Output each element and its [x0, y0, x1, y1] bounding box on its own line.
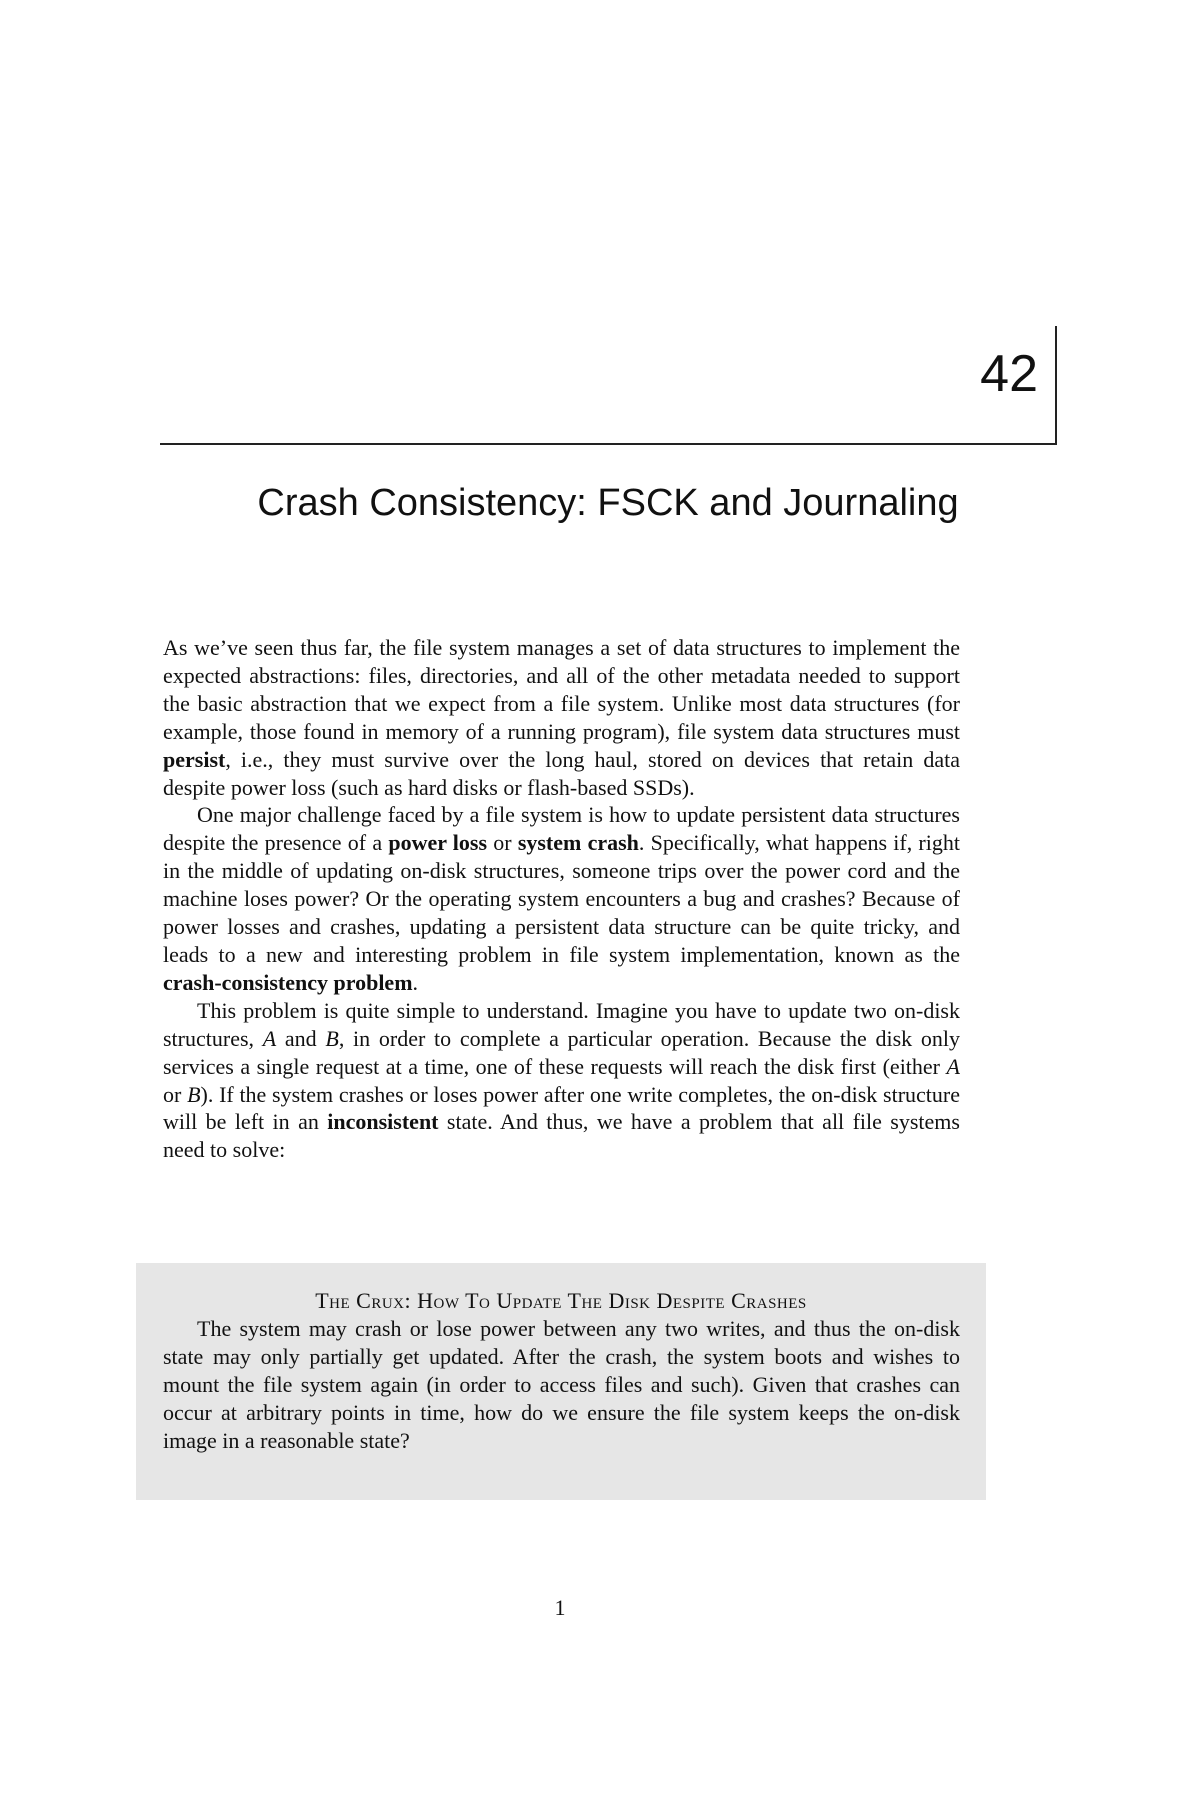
- paragraph-2-text-4: .: [412, 969, 419, 995]
- paragraph-3-text-5: ). If the system crashes or loses power after one write completes, the on-disk structure will be left in an: [163, 1081, 960, 1135]
- paragraph-3: [163, 997, 960, 1164]
- term-inconsistent: inconsistent: [327, 1109, 439, 1135]
- paragraph-1: [163, 634, 960, 801]
- paragraph-2-text-1: One major challenge faced by a file system is how to update persistent data structures despite the presence of a: [163, 802, 960, 856]
- paragraph-2-text-2: or: [487, 830, 518, 856]
- term-persist: persist: [163, 746, 226, 772]
- paragraph-3-text-1: This problem is quite simple to understand. Imagine you have to update two on-disk structures,: [163, 997, 960, 1051]
- var-a-2: A: [946, 1053, 960, 1079]
- chapter-number: 42: [980, 345, 1038, 403]
- var-b: B: [325, 1025, 339, 1051]
- crux-heading: The Crux: How To Update The Disk Despite Crashes: [315, 1288, 807, 1313]
- term-crash-consistency-problem: crash-consistency problem: [163, 969, 413, 995]
- chapter-title: Crash Consistency: FSCK and Journaling: [257, 482, 959, 524]
- paragraph-3-text-3: , in order to complete a particular operation. Because the disk only services a single request at a time, one of these requests will reach the disk first (either: [163, 1025, 961, 1079]
- crux-body: The system may crash or lose power between any two writes, and thus the on-disk state may only partially get updated. After the crash, the system boots and wishes to mount the file system again (in order to access files and such). Given that crashes can occur at arbitrary points in time, how do we ensure the file system keeps the on-disk image in a reasonable state?: [163, 1316, 960, 1453]
- paragraph-3-text-4: or: [163, 1081, 188, 1107]
- term-system-crash: system crash: [517, 830, 639, 856]
- var-a: A: [262, 1025, 277, 1051]
- var-b-2: B: [187, 1081, 201, 1107]
- chapter-rule: [160, 443, 1056, 445]
- paragraph-3-text-6: state. And thus, we have a problem that all file systems need to solve:: [163, 1109, 960, 1163]
- page-number: 1: [554, 1595, 566, 1620]
- paragraph-2: [163, 801, 960, 996]
- chapter-number-bar: [1055, 326, 1057, 445]
- crux-box: [136, 1263, 986, 1500]
- paragraph-3-text-2: and: [276, 1025, 326, 1051]
- body-text: [163, 634, 960, 1164]
- paragraph-2-text-3: . Specifically, what happens if, right in the middle of updating on-disk structures, someone trips over the power cord and the machine loses power? Or the operating system encounters a bug and crashes? Because of power losses and crashes, updating a persistent data structure can be quite tricky, and leads to a new and interesting problem in file system implementation, known as the: [163, 830, 960, 967]
- crux-body-container: [163, 1315, 960, 1455]
- paragraph-1-text-2: , i.e., they must survive over the long haul, stored on devices that retain data despite power loss (such as hard disks or flash-based SSDs).: [163, 746, 960, 800]
- term-power-loss: power loss: [388, 830, 488, 856]
- paragraph-1-text-1: As we’ve seen thus far, the file system manages a set of data structures to implement the expected abstractions: files, directories, and all of the other metadata needed to support the basic abstraction that we expect from a file system. Unlike most data structures (for example, those found in memory of a running program), file system data structures must: [163, 635, 960, 744]
